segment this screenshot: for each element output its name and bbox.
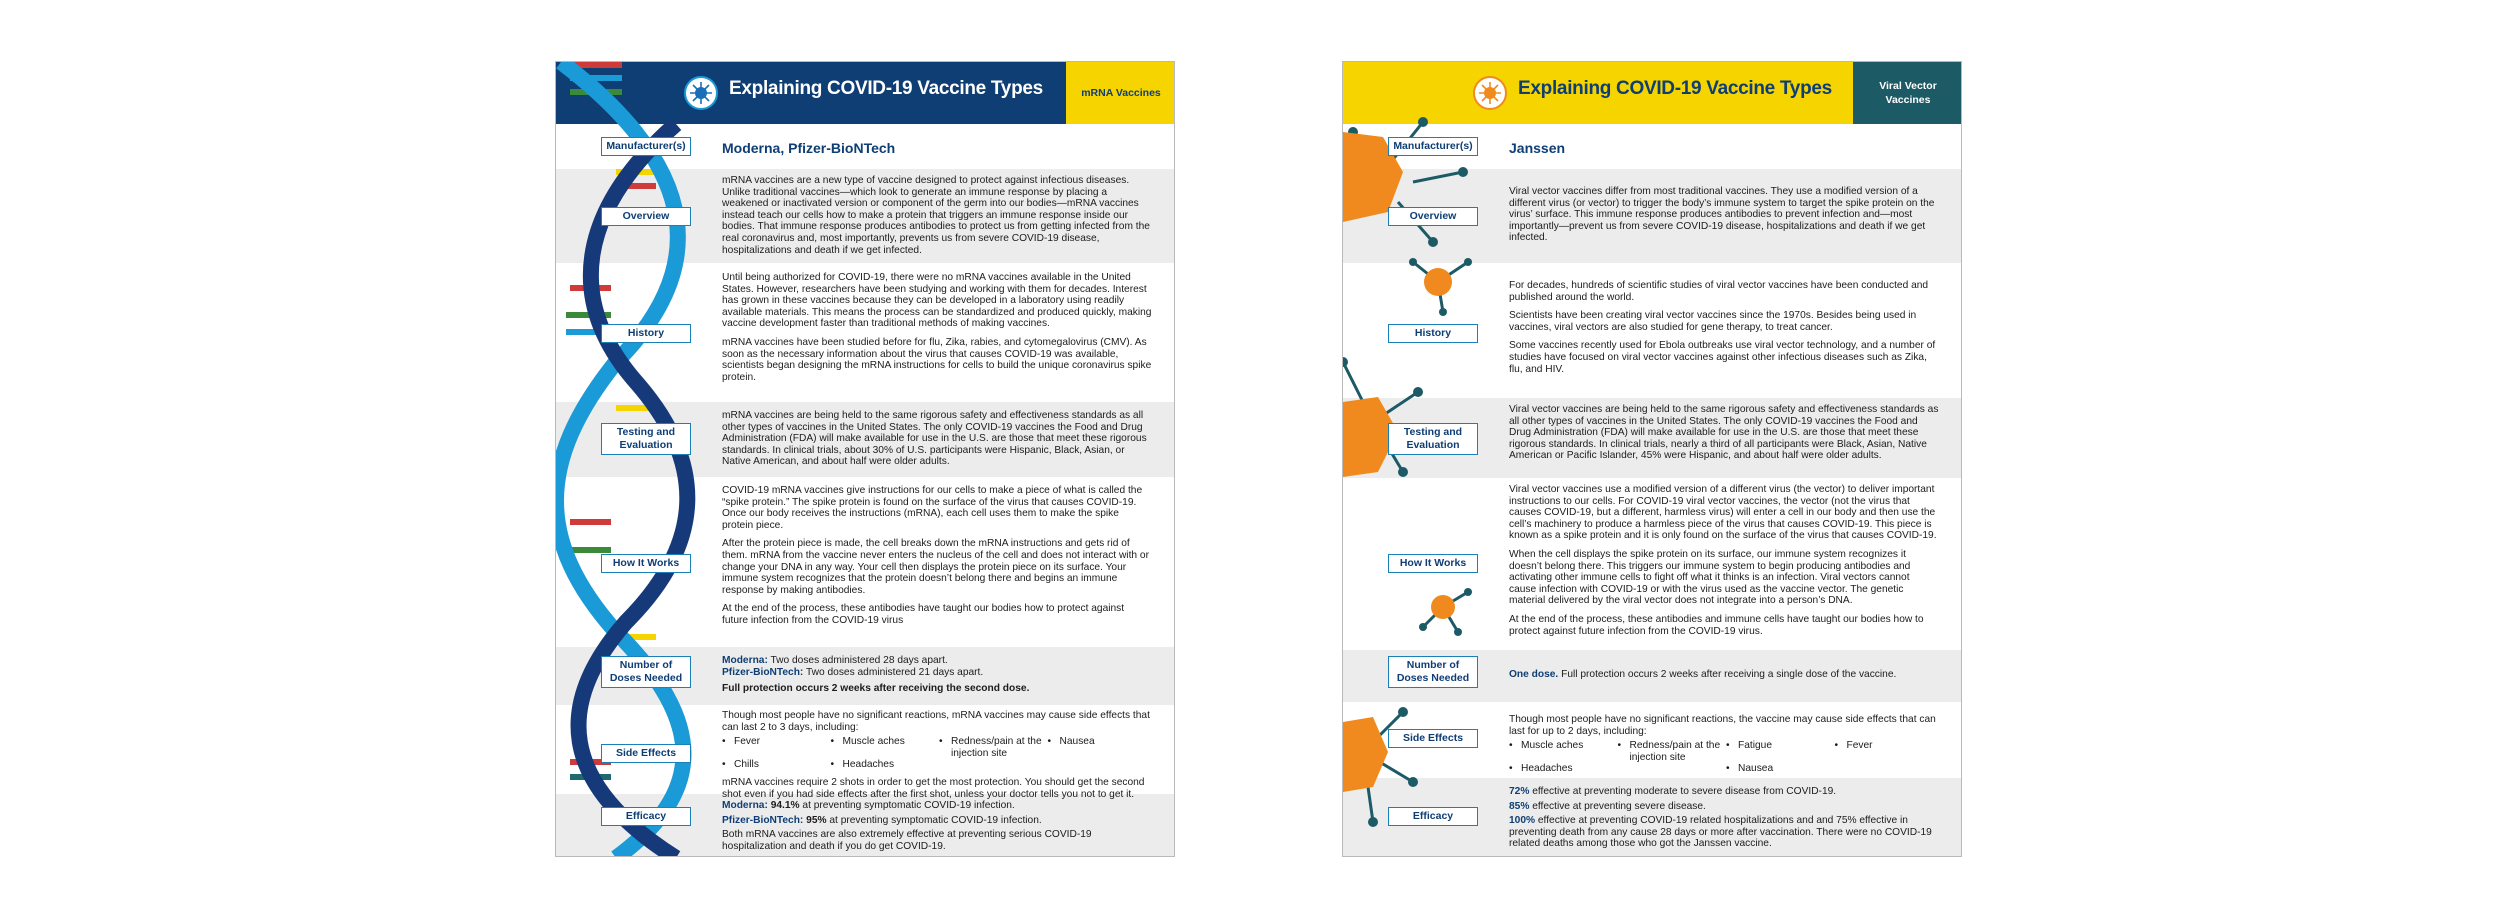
label-how-it-works: How It Works (601, 554, 691, 573)
overview-paragraph: mRNA vaccines are a new type of vaccine designed to protect against infectious diseases. Unlike traditional vaccines—which look to generate an immune response by placing a weakened or inactivated version or component of the germ into our bodies—mRNA vaccines instead teach our cells how to make a protein that triggers an immune response inside our bodies. That immune response produces antibodies to protect us from getting infected from the real coronavirus and, most importantly, prevents us from severe COVID-19 disease, hospitalizations and death if we get infected. (722, 175, 1150, 256)
doses-text (722, 655, 1152, 695)
viral-vector-vaccine-sheet (1342, 61, 1962, 857)
efficacy-text (722, 800, 1152, 852)
how-paragraph: At the end of the process, these antibodies have taught our bodies how to protect against future infection from the COVID-19 virus (722, 603, 1125, 626)
eff-moderna-pct: 94.1% (770, 800, 800, 811)
label-manufacturer: Manufacturer(s) (1388, 137, 1478, 156)
label-testing-line1: Testing and (1403, 426, 1463, 438)
side-note: mRNA vaccines require 2 shots in order to get the most protection. You should get the second shot even if you had side effects after the first shot, unless your doctor tells you not to get it. (722, 776, 1145, 800)
label-history: History (601, 324, 691, 343)
testing-text (722, 410, 1152, 475)
label-testing (601, 423, 691, 455)
list-item: • Redness/pain at the injection site (939, 736, 1044, 759)
how-paragraph: When the cell displays the spike protein on its surface, our immune system recognizes it doesn’t belong there. This triggers our immune system to begin producing antibodies and activating other immune cells to fight off what it thinks is an infection. Viral vectors cannot cause infection with COVID-19 or with the virus used as the vaccine vector. The genetic material delivered by the viral vector does not integrate into a person’s DNA. (1509, 548, 1911, 607)
how-it-works-text (1509, 484, 1939, 644)
side-effects-list (722, 736, 1152, 771)
label-side-effects: Side Effects (601, 744, 691, 763)
how-paragraph: Viral vector vaccines use a modified version of a different virus (the vector) to deliver important instructions to our cells. For COVID-19 viral vector vaccines, the vector (not the virus that causes COVID-19, but a different, harmless virus) will enter a cell in our body and then use the cell’s machinery to produce a harmless piece of the virus that causes COVID-19. This piece is known as a spike protein and it is only found on the surface of the virus that causes COVID-19. (1509, 484, 1937, 542)
doses-pfizer-name: Pfizer-BioNTech: (722, 666, 804, 678)
dna-helix-illustration (556, 62, 716, 857)
list-item: • Redness/pain at the injection site (1618, 740, 1723, 763)
eff-3: effective at preventing COVID-19 related hospitalizations and and 75% effective in preventing death from any cause 28 days or more after vaccination. There were no COVID-19 related deaths among those who got the Janssen vaccine. (1509, 815, 1932, 850)
label-how-it-works: How It Works (1388, 554, 1478, 573)
eff-3-pct: 100% (1509, 815, 1536, 827)
list-item: • Nausea (1048, 736, 1153, 759)
label-doses (601, 656, 691, 688)
list-item: • Fever (722, 736, 827, 759)
doses-pfizer: Two doses administered 21 days apart. (803, 666, 984, 678)
list-item: • Chills (722, 759, 827, 771)
label-doses-line2: Doses Needed (609, 672, 683, 684)
eff-2-pct: 85% (1509, 800, 1530, 812)
history-text (722, 272, 1152, 390)
doses-moderna-name: Moderna: (722, 655, 768, 666)
side-effects-text (1509, 714, 1939, 781)
overview-text (722, 175, 1152, 263)
label-manufacturer: Manufacturer(s) (601, 137, 691, 156)
label-doses-line2: Doses Needed (1396, 672, 1470, 684)
label-efficacy: Efficacy (601, 807, 691, 826)
testing-paragraph: mRNA vaccines are being held to the same rigorous safety and effectiveness standards as all other types of vaccines in the United States. The only COVID-19 vaccines the Food and Drug Administration (FDA) will make available for use in the U.S. are those that meet these rigorous standards. In clinical trials, about 30% of U.S. participants were Hispanic, Black, Asian, or Native American, and about half were older adults. (722, 410, 1147, 468)
manufacturer-value: Janssen (1509, 140, 1566, 156)
side-intro: Though most people have no significant reactions, mRNA vaccines may cause side effects that can last 2 to 3 days, including: (722, 710, 1150, 733)
doses-one-dose: One dose. (1509, 669, 1559, 680)
doses-full-protection: Full protection occurs 2 weeks after receiving the second dose. (722, 683, 1030, 695)
mrna-vaccine-sheet (555, 61, 1175, 857)
history-paragraph: Some vaccines recently used for Ebola outbreaks use viral vector technology, and a number of studies have focused on viral vector vaccines against other infectious diseases such as Zika, flu, and HIV. (1509, 340, 1936, 375)
manufacturer-value: Moderna, Pfizer-BioNTech (722, 140, 896, 156)
eff-moderna-name: Moderna: (722, 800, 771, 811)
vaccine-type-badge: mRNA Vaccines (1066, 62, 1175, 124)
overview-text (1509, 186, 1939, 251)
overview-paragraph: Viral vector vaccines differ from most traditional vaccines. They use a modified version of a different virus (or vector) to trigger the body’s immune system to target the spike protein on the virus’ surface. This immune response produces antibodies to prevent infection and—most importantly—prevent us from severe COVID-19 disease, hospitalizations and death if we get infected. (1509, 186, 1935, 244)
label-testing-line2: Evaluation (1406, 439, 1460, 451)
how-paragraph: At the end of the process, these antibodies and immune cells have taught our bodies how to protect against future infection from the COVID-19 virus. (1509, 613, 1924, 637)
how-paragraph: COVID-19 mRNA vaccines give instructions for our cells to make a piece of what is called the “spike protein.” The spike protein is found on the surface of the virus that causes COVID-19. Once our body receives the instructions (mRNA), each cell uses them to make the spike protein piece. (722, 485, 1143, 531)
doses-text (1509, 669, 1939, 681)
history-paragraph: mRNA vaccines have been studied before for flu, Zika, rabies, and cytomegalovirus (CMV). As soon as the necessary information about the virus that causes COVID-19 was available, scientists began designing the mRNA instructions for cells to build the unique coronavirus spike protein. (722, 336, 1152, 383)
badge-line2: Vaccines (1885, 94, 1931, 106)
label-testing-line2: Evaluation (619, 439, 673, 451)
doses-moderna: Two doses administered 28 days apart. (767, 655, 948, 666)
label-side-effects: Side Effects (1388, 729, 1478, 748)
eff-1-pct: 72% (1509, 786, 1530, 797)
badge-line1: Viral Vector (1879, 80, 1937, 92)
list-item: • Muscle aches (831, 736, 936, 759)
eff-2: effective at preventing severe disease. (1529, 800, 1706, 812)
efficacy-text (1509, 786, 1939, 850)
eff-pfizer-name: Pfizer-BioNTech: (722, 814, 807, 826)
list-item: • Fever (1835, 740, 1940, 763)
label-testing (1388, 423, 1478, 455)
history-paragraph: Scientists have been creating viral vector vaccines since the 1970s. Besides being used in vaccines, viral vectors are also studied for gene therapy, to treat cancer. (1509, 310, 1917, 333)
label-efficacy: Efficacy (1388, 807, 1478, 826)
list-item: • Nausea (1726, 763, 1831, 775)
label-overview: Overview (1388, 207, 1478, 226)
label-history: History (1388, 324, 1478, 343)
label-doses (1388, 656, 1478, 688)
testing-paragraph: Viral vector vaccines are being held to the same rigorous safety and effectiveness standards as all other types of vaccines in the United States. The only COVID-19 vaccines the Food and Drug Administration (FDA) will make available for use in the U.S. are those that meet these rigorous standards. In clinical trials, nearly a third of all participants were Black, Asian, Native American or Pacific Islander, 45% were Hispanic, and about half were older adults. (1509, 404, 1939, 462)
label-doses-line1: Number of (619, 659, 673, 671)
how-paragraph: After the protein piece is made, the cell breaks down the mRNA instructions and gets rid of them. mRNA from the vaccine never enters the nucleus of the cell and does not interact with or change your DNA in any way. Your cell then displays the protein piece on its surface. Your immune system recognizes that the protein doesn’t belong there and begins an immune response by making antibodies. (722, 538, 1149, 596)
label-testing-line1: Testing and (616, 426, 676, 438)
page-title: Explaining COVID-19 Vaccine Types (1518, 78, 1832, 99)
eff-1: effective at preventing moderate to severe disease from COVID-19. (1529, 786, 1837, 797)
side-effects-text (722, 710, 1152, 807)
eff-pfizer: at preventing symptomatic COVID-19 infection. (826, 814, 1042, 826)
page-title: Explaining COVID-19 Vaccine Types (729, 78, 1043, 99)
side-intro: Though most people have no significant reactions, the vaccine may cause side effects that can last for up to 2 days, including: (1509, 714, 1936, 737)
how-it-works-text (722, 485, 1152, 634)
doses-detail: Full protection occurs 2 weeks after receiving a single dose of the vaccine. (1558, 669, 1897, 680)
history-paragraph: For decades, hundreds of scientific studies of viral vector vaccines have been conducted and published around the world. (1509, 280, 1929, 303)
label-doses-line1: Number of (1406, 659, 1460, 671)
eff-moderna: at preventing symptomatic COVID-19 infection. (799, 800, 1015, 811)
list-item: • Headaches (831, 759, 936, 771)
list-item: • Headaches (1509, 763, 1614, 775)
list-item: • Muscle aches (1509, 740, 1614, 763)
testing-text (1509, 404, 1939, 469)
eff-pfizer-pct: 95% (806, 814, 827, 826)
vaccine-type-badge (1853, 62, 1962, 124)
label-overview: Overview (601, 207, 691, 226)
side-effects-list (1509, 740, 1939, 775)
history-text (1509, 280, 1939, 382)
list-item: • Fatigue (1726, 740, 1831, 763)
eff-note: Both mRNA vaccines are also extremely effective at preventing serious COVID-19 hospitalization and death if you do get COVID-19. (722, 829, 1092, 852)
history-paragraph: Until being authorized for COVID-19, there were no mRNA vaccines available in the United States. However, researchers have been studying and working with them for decades. Interest has grown in these vaccines because they can be developed in a laboratory using readily available materials. This means the process can be standardized and produced quickly, making vaccine development faster than traditional methods of making vaccines. (722, 272, 1152, 330)
